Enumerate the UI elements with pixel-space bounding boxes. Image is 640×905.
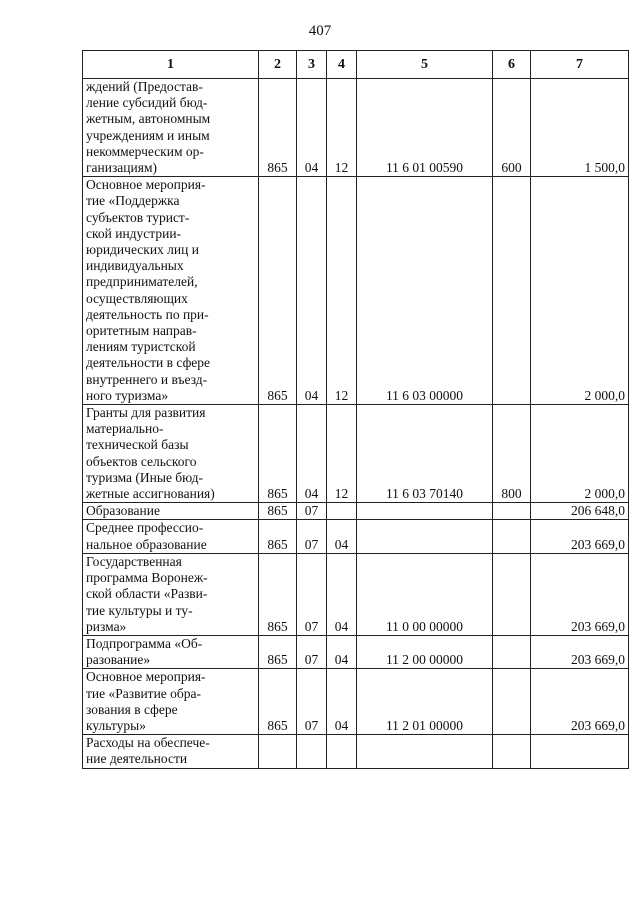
table-row: [83, 735, 629, 768]
description-line: ской индустрии-: [86, 225, 182, 241]
description-line: Образование: [86, 503, 160, 519]
header-col-3: 3: [297, 51, 327, 79]
description-line: Подпрограмма «Об-: [86, 635, 203, 651]
row-subsection-code: 12: [327, 405, 357, 503]
description-line: тие «Развитие обра-: [86, 685, 202, 701]
row-target-article: 11 0 00 00000: [357, 553, 493, 635]
description-line: туризма (Иные бюд-: [86, 469, 203, 485]
header-row: [83, 51, 629, 79]
row-target-article: [357, 735, 493, 768]
row-subsection-code: 04: [327, 635, 357, 668]
table-row: [83, 503, 629, 520]
row-description: [83, 735, 259, 768]
row-subsection-code: 04: [327, 669, 357, 735]
row-ministry-code: [259, 735, 297, 768]
header-col-7: 7: [531, 51, 629, 79]
page-number: 407: [308, 23, 332, 39]
row-subsection-code: 12: [327, 177, 357, 405]
description-line: ние деятельности: [86, 751, 188, 767]
row-description: [83, 79, 259, 177]
row-subsection-code: 04: [327, 553, 357, 635]
table-row: [83, 79, 629, 177]
row-description: [83, 635, 259, 668]
description-line: культуры»: [86, 717, 146, 733]
row-ministry-code: 865: [259, 503, 297, 520]
budget-table: [82, 50, 629, 769]
description-line: предпринимателей,: [86, 274, 198, 290]
row-amount: [531, 735, 629, 768]
description-line: оритетным направ-: [86, 323, 197, 339]
description-line: технической базы: [86, 437, 189, 453]
row-section-code: 07: [297, 669, 327, 735]
row-section-code: 07: [297, 520, 327, 553]
table-row: [83, 177, 629, 405]
row-expense-type: [493, 735, 531, 768]
description-line: ризма»: [86, 618, 127, 634]
row-expense-type: [493, 635, 531, 668]
description-line: Основное мероприя-: [86, 177, 206, 193]
description-line: некоммерческим ор-: [86, 143, 204, 159]
row-section-code: 07: [297, 635, 327, 668]
table-row: [83, 635, 629, 668]
row-amount: 203 669,0: [531, 669, 629, 735]
row-expense-type: [493, 520, 531, 553]
description-line: нальное образование: [86, 536, 207, 552]
row-ministry-code: 865: [259, 405, 297, 503]
row-section-code: 04: [297, 79, 327, 177]
row-section-code: [297, 735, 327, 768]
row-ministry-code: 865: [259, 177, 297, 405]
description-line: тие «Поддержка: [86, 193, 180, 209]
row-subsection-code: [327, 735, 357, 768]
description-line: жетным, автономным: [86, 111, 211, 127]
row-subsection-code: 12: [327, 79, 357, 177]
header-col-6: 6: [493, 51, 531, 79]
description-line: Гранты для развития: [86, 405, 206, 421]
row-description: [83, 520, 259, 553]
description-line: Государственная: [86, 553, 182, 569]
description-line: деятельность по при-: [86, 306, 209, 322]
row-section-code: 04: [297, 405, 327, 503]
row-amount: 2 000,0: [531, 177, 629, 405]
description-line: программа Воронеж-: [86, 570, 208, 586]
row-target-article: 11 6 01 00590: [357, 79, 493, 177]
description-line: ской области «Разви-: [86, 586, 208, 602]
table-row: [83, 669, 629, 735]
row-target-article: 11 6 03 70140: [357, 405, 493, 503]
description-line: объектов сельского: [86, 453, 197, 469]
row-target-article: 11 6 03 00000: [357, 177, 493, 405]
description-line: субъектов турист-: [86, 209, 190, 225]
row-description: [83, 405, 259, 503]
row-expense-type: [493, 553, 531, 635]
description-line: осуществляющих: [86, 290, 188, 306]
row-subsection-code: [327, 503, 357, 520]
row-subsection-code: 04: [327, 520, 357, 553]
row-description: [83, 669, 259, 735]
description-line: ждений (Предостав-: [86, 79, 203, 94]
row-amount: 203 669,0: [531, 520, 629, 553]
row-description: [83, 177, 259, 405]
header-col-2: 2: [259, 51, 297, 79]
row-expense-type: [493, 503, 531, 520]
row-target-article: 11 2 00 00000: [357, 635, 493, 668]
header-col-1: 1: [83, 51, 259, 79]
description-line: тие культуры и ту-: [86, 602, 193, 618]
row-amount: 203 669,0: [531, 553, 629, 635]
description-line: учреждениям и иным: [86, 127, 210, 143]
description-line: внутреннего и въезд-: [86, 371, 208, 387]
row-description: [83, 503, 259, 520]
row-description: [83, 553, 259, 635]
row-expense-type: 800: [493, 405, 531, 503]
row-target-article: [357, 520, 493, 553]
description-line: разование»: [86, 652, 151, 668]
row-ministry-code: 865: [259, 635, 297, 668]
table-body: [83, 79, 629, 769]
description-line: зования в сфере: [86, 701, 178, 717]
row-section-code: 04: [297, 177, 327, 405]
description-line: деятельности в сфере: [86, 355, 211, 371]
description-line: юридических лиц и: [86, 242, 199, 258]
row-expense-type: [493, 669, 531, 735]
row-target-article: [357, 503, 493, 520]
row-target-article: 11 2 01 00000: [357, 669, 493, 735]
description-line: Основное мероприя-: [86, 669, 206, 685]
row-ministry-code: 865: [259, 79, 297, 177]
description-line: ного туризма»: [86, 387, 169, 403]
row-amount: 203 669,0: [531, 635, 629, 668]
description-line: ление субсидий бюд-: [86, 95, 208, 111]
table-row: [83, 553, 629, 635]
row-ministry-code: 865: [259, 553, 297, 635]
row-ministry-code: 865: [259, 520, 297, 553]
description-line: индивидуальных: [86, 258, 184, 274]
header-col-5: 5: [357, 51, 493, 79]
description-line: жетные ассигнования): [86, 486, 215, 502]
description-line: Среднее профессио-: [86, 520, 204, 536]
description-line: Расходы на обеспече-: [86, 735, 210, 751]
header-col-4: 4: [327, 51, 357, 79]
row-amount: 2 000,0: [531, 405, 629, 503]
row-amount: 206 648,0: [531, 503, 629, 520]
table-row: [83, 520, 629, 553]
row-expense-type: 600: [493, 79, 531, 177]
description-line: материально-: [86, 421, 164, 437]
row-amount: 1 500,0: [531, 79, 629, 177]
description-line: ганизациям): [86, 160, 158, 176]
row-expense-type: [493, 177, 531, 405]
row-section-code: 07: [297, 503, 327, 520]
table-row: [83, 405, 629, 503]
row-ministry-code: 865: [259, 669, 297, 735]
row-section-code: 07: [297, 553, 327, 635]
description-line: лениям туристской: [86, 339, 196, 355]
